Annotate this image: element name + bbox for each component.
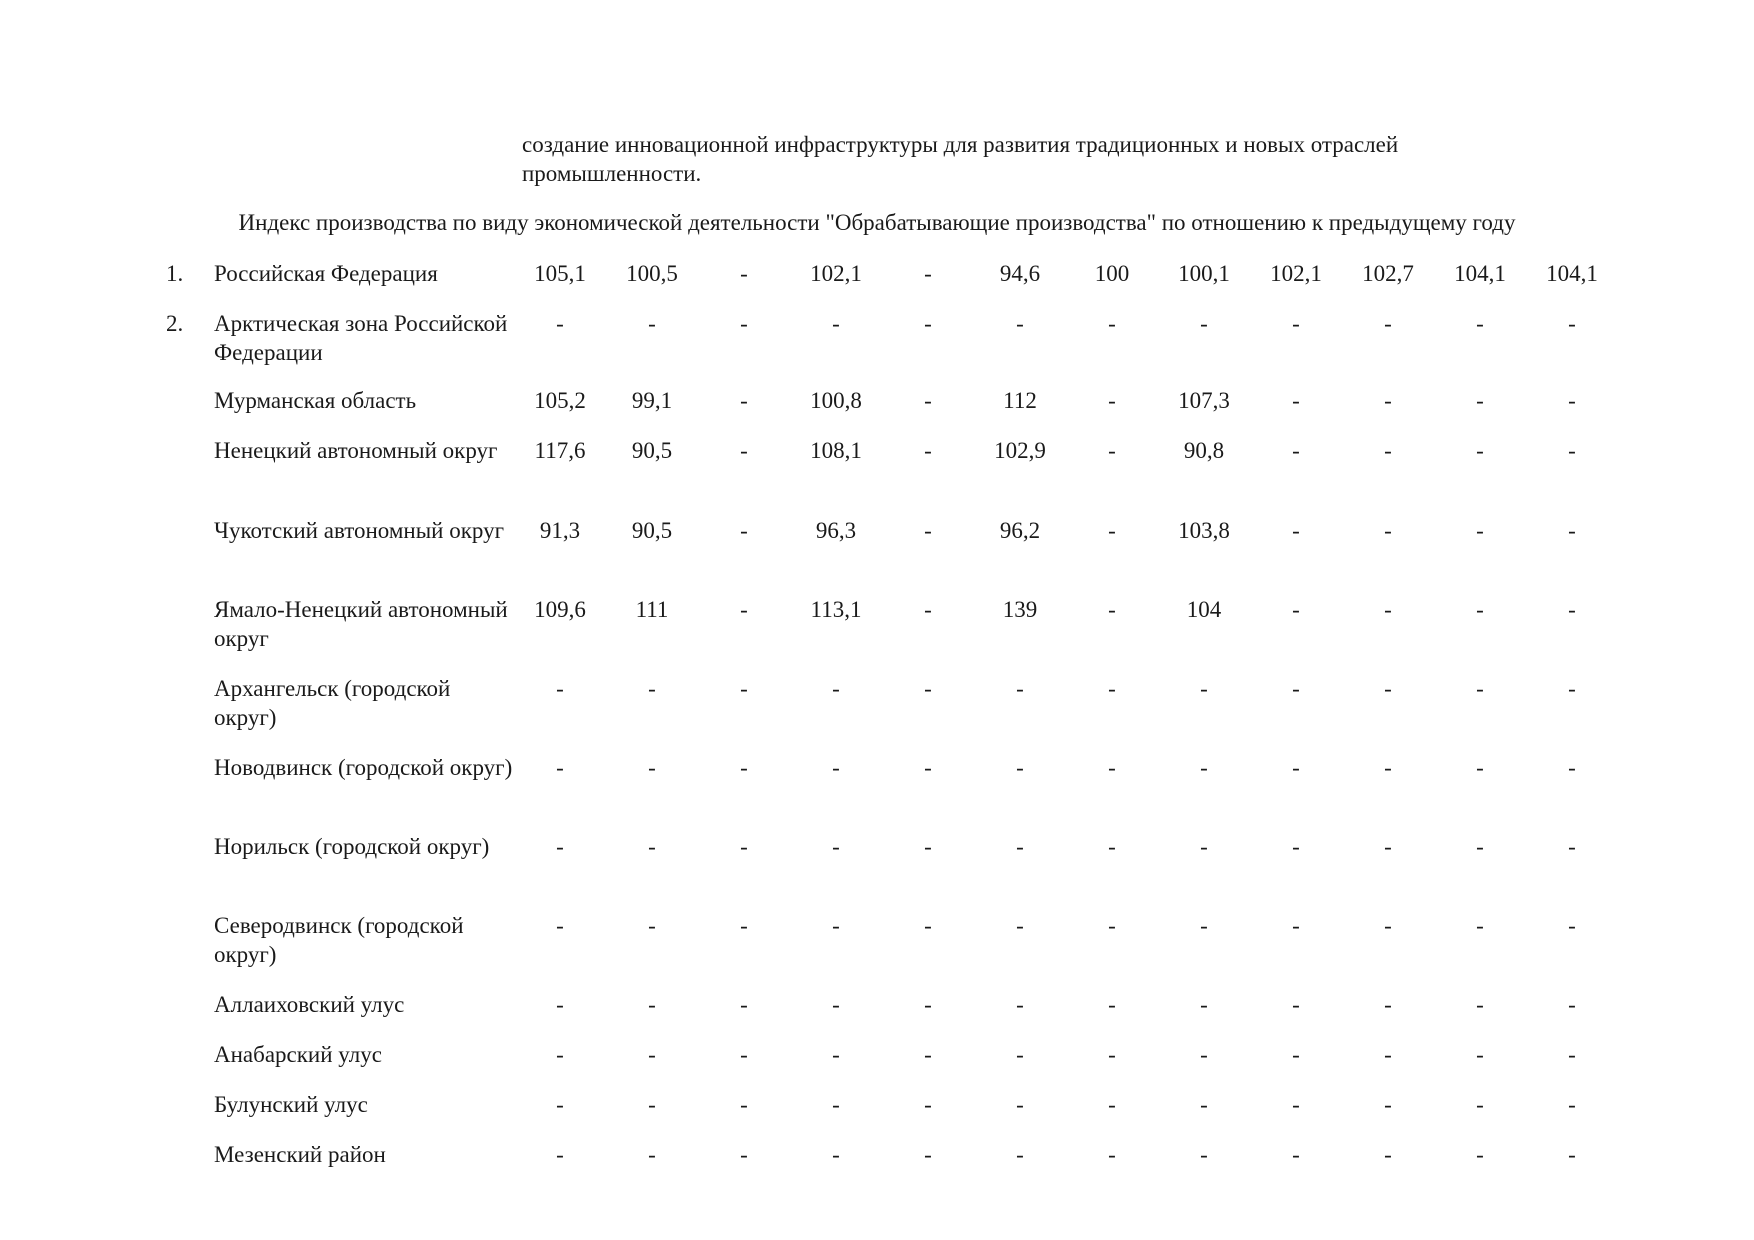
table-cell: - bbox=[1200, 311, 1208, 336]
row-name: Аллаиховский улус bbox=[214, 992, 405, 1017]
table-cell: 96,2 bbox=[999, 518, 1041, 543]
table-cell: 108,1 bbox=[810, 438, 862, 463]
table-cell: - bbox=[924, 438, 932, 463]
table-cell: - bbox=[1568, 311, 1576, 336]
table-cell: - bbox=[1476, 597, 1484, 622]
table-cell: 117,6 bbox=[534, 438, 586, 463]
table-cell: 111 bbox=[635, 597, 669, 622]
table-cell: - bbox=[1108, 834, 1116, 859]
table-cell: - bbox=[1016, 834, 1024, 859]
table-cell: - bbox=[924, 311, 932, 336]
table-cell: - bbox=[1384, 755, 1392, 780]
table-cell: - bbox=[924, 597, 932, 622]
table-cell: - bbox=[556, 1042, 564, 1067]
table-cell: - bbox=[556, 834, 564, 859]
table-cell: - bbox=[832, 755, 840, 780]
table-cell: - bbox=[1200, 1142, 1208, 1167]
table-cell: 90,8 bbox=[1183, 438, 1225, 463]
table-cell: 90,5 bbox=[631, 438, 673, 463]
table-cell: 105,1 bbox=[534, 261, 586, 286]
table-cell: - bbox=[1476, 913, 1484, 938]
table-row bbox=[0, 753, 1754, 813]
table-cell: - bbox=[1292, 388, 1300, 413]
table-cell: - bbox=[1568, 388, 1576, 413]
table-cell: - bbox=[648, 1142, 656, 1167]
table-cell: - bbox=[1292, 1042, 1300, 1067]
table-cell: 100,1 bbox=[1178, 261, 1230, 286]
table-cell: - bbox=[648, 834, 656, 859]
table-cell: 104,1 bbox=[1454, 261, 1506, 286]
row-name: Анабарский улус bbox=[214, 1042, 382, 1067]
table-cell: - bbox=[1200, 1092, 1208, 1117]
table-cell: 102,1 bbox=[810, 261, 862, 286]
table-cell: - bbox=[924, 1042, 932, 1067]
table-cell: - bbox=[1568, 992, 1576, 1017]
table-cell: - bbox=[1384, 311, 1392, 336]
table-cell: - bbox=[556, 913, 564, 938]
table-cell: - bbox=[832, 1092, 840, 1117]
row-name: Норильск (городской округ) bbox=[214, 834, 490, 859]
table-cell: - bbox=[556, 1142, 564, 1167]
row-name: Российская Федерация bbox=[214, 261, 438, 286]
table-cell: - bbox=[1476, 992, 1484, 1017]
table-cell: - bbox=[740, 755, 748, 780]
table-cell: 105,2 bbox=[534, 388, 586, 413]
table-cell: - bbox=[1292, 992, 1300, 1017]
table-row bbox=[0, 911, 1754, 971]
table-cell: - bbox=[1568, 597, 1576, 622]
table-cell: - bbox=[924, 518, 932, 543]
table-cell: - bbox=[740, 913, 748, 938]
table-cell: - bbox=[1476, 1042, 1484, 1067]
row-number: 1. bbox=[166, 261, 184, 286]
table-cell: - bbox=[740, 518, 748, 543]
table-cell: - bbox=[1016, 311, 1024, 336]
table-cell: 96,3 bbox=[815, 518, 857, 543]
table-cell: - bbox=[1384, 518, 1392, 543]
table-cell: 113,1 bbox=[810, 597, 862, 622]
table-cell: - bbox=[924, 755, 932, 780]
table-cell: - bbox=[1476, 676, 1484, 701]
table-cell: - bbox=[648, 913, 656, 938]
table-cell: - bbox=[1200, 676, 1208, 701]
table-cell: - bbox=[1568, 834, 1576, 859]
table-cell: - bbox=[1384, 834, 1392, 859]
table-cell: - bbox=[924, 676, 932, 701]
table-cell: - bbox=[648, 755, 656, 780]
table-cell: - bbox=[1200, 834, 1208, 859]
table-cell: - bbox=[1476, 311, 1484, 336]
table-cell: - bbox=[1200, 913, 1208, 938]
table-cell: - bbox=[1384, 597, 1392, 622]
table-cell: - bbox=[1568, 1142, 1576, 1167]
table-cell: - bbox=[1476, 755, 1484, 780]
table-cell: - bbox=[556, 676, 564, 701]
table-cell: - bbox=[1568, 1092, 1576, 1117]
table-cell: 102,7 bbox=[1362, 261, 1414, 286]
table-cell: 107,3 bbox=[1178, 388, 1230, 413]
table-cell: - bbox=[1200, 1042, 1208, 1067]
table-cell: - bbox=[556, 755, 564, 780]
row-name: Северодвинск (городской округ) bbox=[214, 913, 464, 967]
table-cell: - bbox=[1292, 438, 1300, 463]
table-cell: - bbox=[1108, 676, 1116, 701]
table-cell: 109,6 bbox=[534, 597, 586, 622]
table-cell: 100,8 bbox=[810, 388, 862, 413]
table-cell: - bbox=[924, 913, 932, 938]
table-cell: - bbox=[1016, 1142, 1024, 1167]
table-cell: - bbox=[740, 261, 748, 286]
table-cell: - bbox=[1292, 913, 1300, 938]
table-cell: 104,1 bbox=[1546, 261, 1598, 286]
table-cell: - bbox=[740, 834, 748, 859]
table-cell: - bbox=[1476, 438, 1484, 463]
table-cell: - bbox=[1292, 1092, 1300, 1117]
table-cell: - bbox=[648, 676, 656, 701]
table-cell: - bbox=[1108, 1042, 1116, 1067]
table-cell: - bbox=[832, 1042, 840, 1067]
table-cell: - bbox=[1016, 1092, 1024, 1117]
row-name: Архангельск (городской округ) bbox=[214, 676, 451, 730]
table-cell: - bbox=[1384, 1042, 1392, 1067]
table-cell: - bbox=[648, 311, 656, 336]
table-cell: 100,5 bbox=[626, 261, 678, 286]
table-cell: - bbox=[924, 261, 932, 286]
row-name: Арктическая зона Российской Федерации bbox=[214, 311, 508, 365]
table-cell: - bbox=[924, 834, 932, 859]
table-cell: - bbox=[832, 1142, 840, 1167]
row-name: Новодвинск (городской округ) bbox=[214, 755, 513, 780]
table-cell: - bbox=[1108, 913, 1116, 938]
table-cell: - bbox=[1016, 676, 1024, 701]
table-cell: - bbox=[740, 1142, 748, 1167]
table-cell: - bbox=[924, 1142, 932, 1167]
table-cell: - bbox=[648, 992, 656, 1017]
table-cell: 102,1 bbox=[1270, 261, 1322, 286]
table-row bbox=[0, 436, 1754, 496]
table-cell: - bbox=[1108, 311, 1116, 336]
table-row bbox=[0, 595, 1754, 655]
table-cell: - bbox=[648, 1042, 656, 1067]
row-number: 2. bbox=[166, 311, 184, 336]
table-cell: - bbox=[1384, 438, 1392, 463]
table-cell: - bbox=[1108, 597, 1116, 622]
table-cell: 112 bbox=[1003, 388, 1037, 413]
table-cell: - bbox=[1384, 992, 1392, 1017]
row-name: Мурманская область bbox=[214, 388, 417, 413]
table-cell: - bbox=[1292, 518, 1300, 543]
table-cell: - bbox=[1384, 388, 1392, 413]
table-cell: - bbox=[556, 1092, 564, 1117]
table-cell: - bbox=[1568, 1042, 1576, 1067]
table-cell: - bbox=[924, 388, 932, 413]
table-row bbox=[0, 516, 1754, 576]
table-cell: 103,8 bbox=[1178, 518, 1230, 543]
table-cell: 104 bbox=[1186, 597, 1222, 622]
row-name: Чукотский автономный округ bbox=[214, 518, 505, 543]
row-name: Булунский улус bbox=[214, 1092, 368, 1117]
table-cell: - bbox=[1476, 1092, 1484, 1117]
table-cell: - bbox=[740, 1042, 748, 1067]
table-cell: - bbox=[832, 311, 840, 336]
table-row bbox=[0, 674, 1754, 734]
table-cell: - bbox=[740, 676, 748, 701]
table-cell: 91,3 bbox=[539, 518, 581, 543]
table-cell: - bbox=[1108, 755, 1116, 780]
table-cell: - bbox=[1108, 518, 1116, 543]
table-cell: - bbox=[740, 388, 748, 413]
table-cell: - bbox=[1016, 1042, 1024, 1067]
table-cell: - bbox=[1292, 311, 1300, 336]
table-cell: - bbox=[740, 438, 748, 463]
table-cell: - bbox=[1016, 992, 1024, 1017]
table-cell: - bbox=[1384, 1142, 1392, 1167]
table-row bbox=[0, 832, 1754, 892]
table-cell: - bbox=[1108, 1092, 1116, 1117]
table-cell: - bbox=[1568, 913, 1576, 938]
table-cell: - bbox=[1476, 518, 1484, 543]
table-cell: - bbox=[1108, 992, 1116, 1017]
table-cell: 139 bbox=[1002, 597, 1038, 622]
table-cell: - bbox=[832, 676, 840, 701]
table-cell: - bbox=[1568, 755, 1576, 780]
table-cell: - bbox=[1476, 1142, 1484, 1167]
table-cell: - bbox=[1568, 518, 1576, 543]
row-name: Ямало-Ненецкий автономный округ bbox=[214, 597, 508, 651]
table-row bbox=[0, 1140, 1754, 1200]
row-name: Ненецкий автономный округ bbox=[214, 438, 498, 463]
table-cell: - bbox=[1384, 913, 1392, 938]
table-cell: - bbox=[1016, 755, 1024, 780]
table-cell: - bbox=[1200, 992, 1208, 1017]
table-cell: - bbox=[1568, 676, 1576, 701]
table-row bbox=[0, 309, 1754, 369]
table-cell: - bbox=[740, 311, 748, 336]
table-cell: - bbox=[1292, 755, 1300, 780]
table-cell: - bbox=[924, 1092, 932, 1117]
table-cell: - bbox=[924, 992, 932, 1017]
table-cell: - bbox=[556, 311, 564, 336]
table-cell: - bbox=[832, 913, 840, 938]
table-cell: - bbox=[832, 992, 840, 1017]
table-cell: - bbox=[1476, 834, 1484, 859]
table-cell: - bbox=[1292, 834, 1300, 859]
table-cell: 99,1 bbox=[631, 388, 673, 413]
table-cell: - bbox=[648, 1092, 656, 1117]
table-cell: - bbox=[1384, 676, 1392, 701]
table-cell: - bbox=[740, 1092, 748, 1117]
table-cell: - bbox=[740, 597, 748, 622]
table-cell: 94,6 bbox=[999, 261, 1041, 286]
table-cell: - bbox=[740, 992, 748, 1017]
table-cell: - bbox=[1108, 438, 1116, 463]
table-cell: - bbox=[1200, 755, 1208, 780]
table-cell: - bbox=[832, 834, 840, 859]
intro-paragraph: создание инновационной инфраструктуры для развития традиционных и новых отраслей промышленности. bbox=[522, 132, 1399, 186]
table-cell: 90,5 bbox=[631, 518, 673, 543]
table-cell: - bbox=[1292, 1142, 1300, 1167]
table-cell: - bbox=[1476, 388, 1484, 413]
table-cell: - bbox=[1292, 597, 1300, 622]
table-cell: - bbox=[1108, 1142, 1116, 1167]
table-cell: - bbox=[1568, 438, 1576, 463]
table-cell: 102,9 bbox=[994, 438, 1046, 463]
table-cell: - bbox=[1108, 388, 1116, 413]
table-cell: - bbox=[1384, 1092, 1392, 1117]
table-heading: Индекс производства по виду экономической деятельности "Обрабатывающие производства" по отношению к предыдущему году bbox=[238, 210, 1516, 235]
table-cell: - bbox=[1016, 913, 1024, 938]
table-cell: - bbox=[556, 992, 564, 1017]
table-cell: 100 bbox=[1094, 261, 1130, 286]
row-name: Мезенский район bbox=[214, 1142, 386, 1167]
table-cell: - bbox=[1292, 676, 1300, 701]
